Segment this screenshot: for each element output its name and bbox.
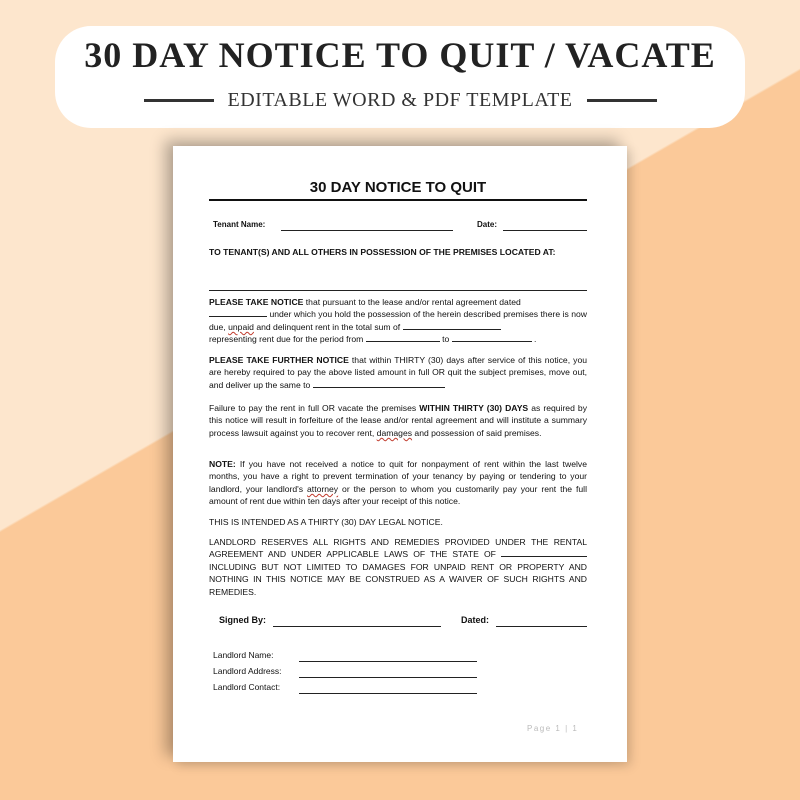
- premises-address-field[interactable]: [209, 290, 587, 291]
- page-number: Page 1 | 1: [527, 724, 579, 733]
- paragraph-landlord-reserves: LANDLORD RESERVES ALL RIGHTS AND REMEDIES PROVIDED UNDER THE RENTAL AGREEMENT AND UNDER APPLICABLE LAWS OF THE STATE OF INCLUDING BUT NOT LIMITED TO DAMAGES FOR UNPAID RENT OR PROPERTY AND NOTHING IN THIS NOTICE MAY BE CONSTRUED AS A WAIVER OF SUCH RIGHTS AND REMEDIES.: [209, 537, 587, 597]
- state-field[interactable]: [501, 548, 587, 557]
- document-title: 30 DAY NOTICE TO QUIT: [309, 179, 487, 196]
- banner-title: 30 DAY NOTICE TO QUIT / VACATE: [84, 35, 716, 75]
- deliver-to-field[interactable]: [313, 379, 445, 388]
- banner-subtitle: EDITABLE WORD & PDF TEMPLATE: [227, 88, 573, 111]
- paragraph-please-take-notice: PLEASE TAKE NOTICE that pursuant to the lease and/or rental agreement dated under which you hold the possession of the herein described premises there is now due, unpaid and delinquent rent in the total sum of representing rent due for the period from to .: [209, 297, 587, 345]
- landlord-contact-field[interactable]: [299, 693, 477, 694]
- tenant-name-field[interactable]: [281, 230, 453, 231]
- paragraph-failure-to-pay: Failure to pay the rent in full OR vacate the premises WITHIN THIRTY (30) DAYS as required by this notice will result in forfeiture of the lease and/or rental agreement and will institute a summary process lawsuit against you to recover rent, damages and possession of said premises.: [209, 403, 587, 438]
- signed-by-label: Signed By:: [219, 615, 267, 625]
- paragraph-legal-notice: THIS IS INTENDED AS A THIRTY (30) DAY LEGAL NOTICE.: [209, 517, 443, 527]
- dated-field[interactable]: [496, 626, 587, 627]
- banner-subtitle-row: [55, 86, 745, 114]
- period-to-field[interactable]: [452, 333, 532, 342]
- header-banner: [55, 26, 745, 128]
- divider-right: [587, 99, 657, 102]
- period-from-field[interactable]: [366, 333, 440, 342]
- landlord-name-field[interactable]: [299, 661, 477, 662]
- landlord-contact-label: Landlord Contact:: [213, 682, 281, 692]
- date-label: Date:: [477, 220, 498, 229]
- date-field[interactable]: [503, 230, 587, 231]
- landlord-name-label: Landlord Name:: [213, 650, 274, 660]
- title-rule: [209, 199, 587, 201]
- tenant-name-label: Tenant Name:: [213, 220, 266, 229]
- rent-sum-field[interactable]: [403, 321, 501, 330]
- paragraph-note: NOTE: If you have not received a notice to quit for nonpayment of rent within the last twelve months, you have a right to prevent termination of your tenancy by paying or tendering to your landlord, your landlord's attorney or the person to whom you customarily pay your rent the full amount of rent due within ten days after your receipt of this notice.: [209, 459, 587, 507]
- landlord-address-field[interactable]: [299, 677, 477, 678]
- document-page: [173, 146, 627, 762]
- dated-label: Dated:: [461, 615, 490, 625]
- paragraph-further-notice: PLEASE TAKE FURTHER NOTICE that within THIRTY (30) days after service of this notice, you are hereby required to pay the above listed amount in full OR quit the subject premises, move out, and deliver up the same to: [209, 355, 587, 390]
- landlord-address-label: Landlord Address:: [213, 666, 282, 676]
- to-tenants-heading: TO TENANT(S) AND ALL OTHERS IN POSSESSION OF THE PREMISES LOCATED AT:: [209, 247, 556, 257]
- signed-by-field[interactable]: [273, 626, 441, 627]
- divider-left: [144, 99, 214, 102]
- lease-date-field[interactable]: [209, 308, 267, 317]
